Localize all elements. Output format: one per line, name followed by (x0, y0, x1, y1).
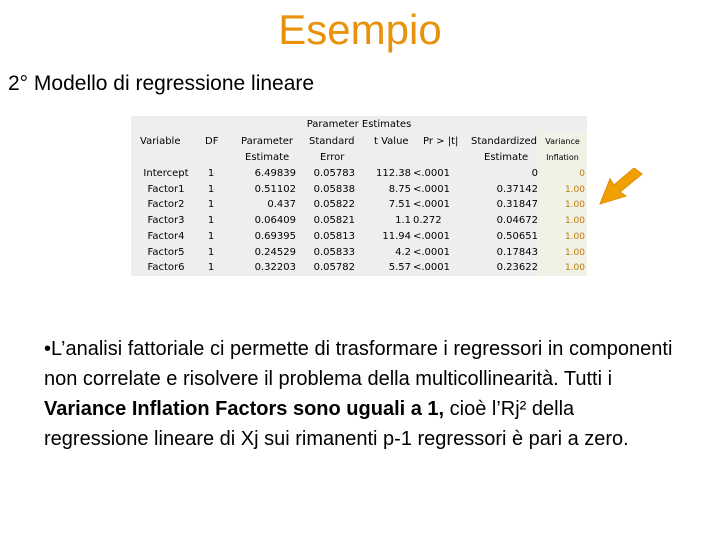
cell-estimate: 0.437 (267, 199, 296, 211)
cell-std-estimate: 0.17843 (496, 246, 538, 258)
header-tvalue: t Value (374, 136, 409, 147)
cell-stderr: 0.05833 (313, 246, 355, 258)
cell-estimate: 0.69395 (254, 230, 296, 242)
bullet-text-suffix: cioè l’Rj² della regressione lineare di Xj sui rimanenti p-1 regressori è pari a zero. (44, 398, 629, 450)
cell-tvalue: 1.1 (395, 215, 411, 227)
arrow-pointing-down-left-icon (598, 168, 644, 208)
cell-df: 1 (207, 168, 215, 179)
cell-stderr: 0.05821 (313, 215, 355, 227)
header-estimate: Estimate (245, 152, 290, 163)
cell-pvalue: <.0001 (413, 199, 451, 211)
cell-stderr: 0.05822 (313, 199, 355, 211)
header-inflation: Inflation (546, 153, 579, 162)
cell-tvalue: 112.38 (376, 168, 411, 179)
bullet-paragraph (44, 334, 684, 454)
cell-variable: Factor6 (147, 262, 185, 274)
header-variable: Variable (140, 136, 181, 147)
cell-estimate: 0.51102 (254, 183, 296, 195)
header-df: DF (205, 136, 219, 147)
cell-pvalue: <.0001 (413, 230, 451, 242)
cell-estimate: 0.24529 (254, 246, 296, 258)
header-variance: Variance (545, 137, 580, 146)
cell-pvalue: 0.272 (413, 215, 442, 227)
cell-stderr: 0.05813 (313, 230, 355, 242)
cell-pvalue: <.0001 (413, 262, 451, 274)
table-caption: Parameter Estimates (306, 119, 412, 130)
header-pr: Pr > |t| (423, 136, 459, 147)
slide-subtitle: 2° Modello di regressione lineare (8, 72, 315, 95)
cell-tvalue: 11.94 (382, 230, 411, 242)
cell-estimate: 0.06409 (254, 215, 296, 227)
cell-variance-inflation: 1.00 (564, 184, 585, 195)
cell-stderr: 0.05838 (313, 183, 355, 195)
cell-std-estimate: 0.23622 (496, 262, 538, 274)
cell-variance-inflation: 1.00 (564, 247, 585, 258)
cell-df: 1 (207, 262, 215, 274)
cell-variable: Factor1 (147, 183, 185, 195)
cell-tvalue: 8.75 (388, 183, 411, 195)
bullet-text-bold: Variance Inflation Factors sono uguali a 1, (44, 398, 445, 420)
cell-df: 1 (207, 183, 215, 195)
cell-stderr: 0.05782 (313, 262, 355, 274)
cell-variable: Intercept (143, 168, 189, 179)
cell-variance-inflation: 1.00 (564, 216, 585, 227)
header-parameter: Parameter (241, 136, 294, 147)
header-error: Error (320, 152, 345, 163)
bullet-text-prefix: •L’analisi fattoriale ci permette di trasformare i regressori in componenti non correlate e risolvere il problema della multicollinearità. Tutti i (44, 338, 673, 390)
cell-pvalue: <.0001 (413, 246, 451, 258)
cell-pvalue: <.0001 (413, 183, 451, 195)
cell-df: 1 (207, 215, 215, 227)
cell-df: 1 (207, 246, 215, 258)
header-standardized: Standardized (471, 136, 538, 147)
cell-tvalue: 7.51 (388, 199, 411, 211)
cell-std-estimate: 0.04672 (496, 215, 538, 227)
header-standard: Standard (309, 136, 355, 147)
cell-variable: Factor4 (147, 230, 185, 242)
cell-std-estimate: 0.31847 (496, 199, 538, 211)
cell-std-estimate: 0.37142 (496, 183, 538, 195)
cell-tvalue: 5.57 (388, 262, 411, 274)
cell-variance-inflation: 0 (579, 169, 585, 179)
cell-variance-inflation: 1.00 (564, 200, 585, 211)
slide-title: Esempio (278, 6, 442, 53)
cell-df: 1 (207, 199, 215, 211)
cell-std-estimate: 0 (531, 168, 538, 179)
cell-variable: Factor3 (147, 215, 185, 227)
cell-variable: Factor5 (147, 246, 185, 258)
cell-variance-inflation: 1.00 (564, 263, 585, 274)
cell-tvalue: 4.2 (395, 246, 411, 258)
cell-df: 1 (207, 230, 215, 242)
cell-estimate: 6.49839 (254, 168, 296, 179)
cell-estimate: 0.32203 (254, 262, 296, 274)
header-std-estimate: Estimate (484, 152, 529, 163)
cell-stderr: 0.05783 (313, 168, 355, 179)
parameter-estimates-table (131, 116, 587, 276)
cell-std-estimate: 0.50651 (496, 230, 538, 242)
cell-variable: Factor2 (147, 199, 185, 211)
cell-pvalue: <.0001 (413, 168, 451, 179)
cell-variance-inflation: 1.00 (564, 231, 585, 242)
